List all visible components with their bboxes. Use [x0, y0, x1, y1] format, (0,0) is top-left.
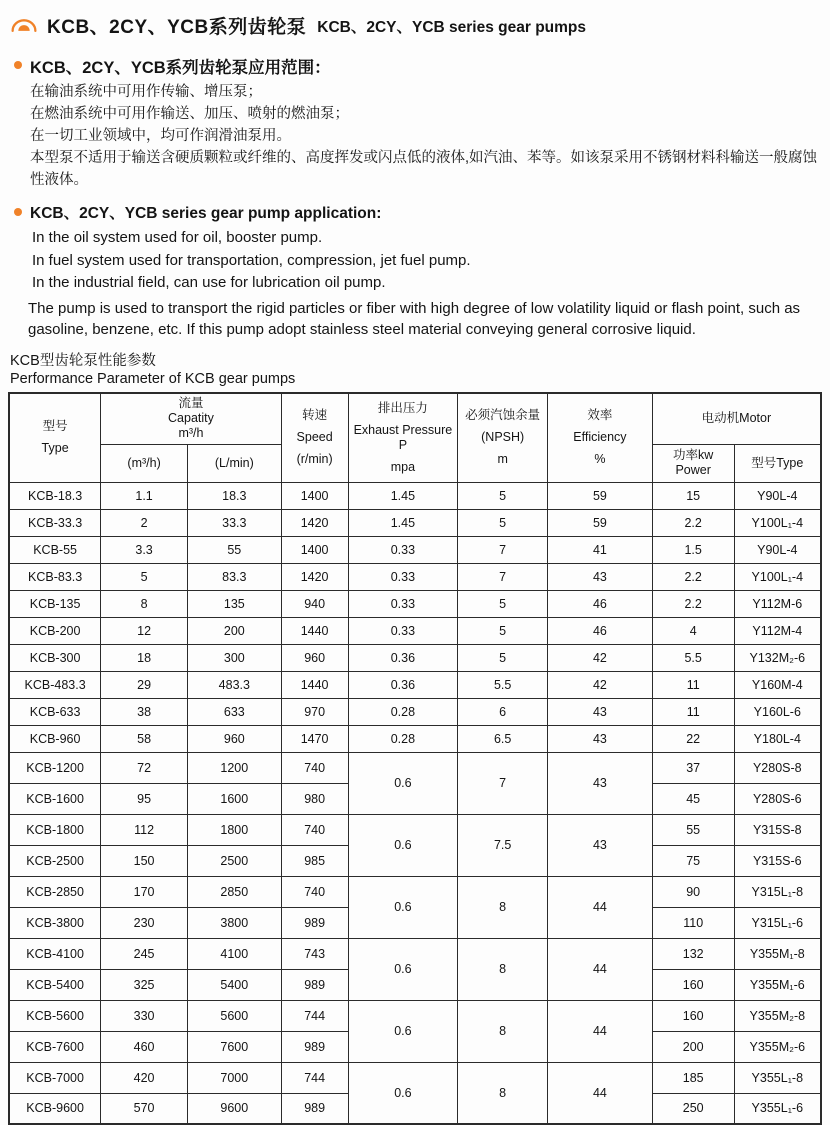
table-cell: Y90L-4 [734, 482, 821, 509]
table-cell: 200 [187, 617, 281, 644]
table-cell: 3800 [187, 907, 281, 938]
table-cell: 110 [652, 907, 734, 938]
table-cell: 744 [281, 1062, 348, 1093]
application-paragraph-en: The pump is used to transport the rigid particles or fiber with high degree of low volatility liquid or flash point, such as gasoline, benzene, etc. If this pump adopt stainless steel material conveying general corrosive liquid. [28, 298, 818, 340]
table-cell: 5 [458, 590, 548, 617]
table-row [9, 1062, 821, 1093]
application-lines-en [32, 227, 822, 295]
table-row [9, 725, 821, 752]
col-header-m3h [101, 444, 188, 482]
table-cell: 46 [548, 617, 653, 644]
table-cell: 59 [548, 509, 653, 536]
table-cell: 460 [101, 1031, 188, 1062]
table-cell: KCB-135 [9, 590, 101, 617]
col-header-efficiency-en: Efficiency [550, 430, 650, 445]
table-cell: 7 [458, 536, 548, 563]
table-cell: 0.28 [348, 725, 458, 752]
table-cell: 980 [281, 783, 348, 814]
table-row [9, 617, 821, 644]
table-cell: 5400 [187, 969, 281, 1000]
table-cell: 1470 [281, 725, 348, 752]
col-header-speed [281, 393, 348, 483]
table-cell: 4100 [187, 938, 281, 969]
table-cell: 2.2 [652, 509, 734, 536]
table-row [9, 644, 821, 671]
table-row [9, 1000, 821, 1031]
table-cell: 0.6 [348, 1000, 458, 1062]
table-cell: 633 [187, 698, 281, 725]
col-header-pressure-cn: 排出压力 [351, 401, 456, 416]
bullet-icon [14, 208, 22, 216]
table-cell: 230 [101, 907, 188, 938]
table-row [9, 509, 821, 536]
col-header-pressure-unit: mpa [351, 460, 456, 475]
table-cell: KCB-7000 [9, 1062, 101, 1093]
table-cell: Y112M-6 [734, 590, 821, 617]
table-row [9, 590, 821, 617]
table-cell: 41 [548, 536, 653, 563]
table-cell: 250 [652, 1093, 734, 1124]
col-header-npsh-en: (NPSH) [460, 430, 545, 445]
table-cell: 2850 [187, 876, 281, 907]
table-cell: Y90L-4 [734, 536, 821, 563]
table-cell: KCB-7600 [9, 1031, 101, 1062]
table-cell: 970 [281, 698, 348, 725]
table-cell: 55 [652, 814, 734, 845]
table-cell: Y315L₁-8 [734, 876, 821, 907]
table-cell: 245 [101, 938, 188, 969]
table-cell: 7.5 [458, 814, 548, 876]
table-cell: 1.1 [101, 482, 188, 509]
table-cell: 740 [281, 814, 348, 845]
table-cell: Y315S-6 [734, 845, 821, 876]
application-line-cn: 在燃油系统中可用作输送、加压、喷射的燃油泵； [30, 103, 822, 125]
table-cell: 6 [458, 698, 548, 725]
col-header-motor-type [734, 444, 821, 482]
table-cell: 55 [187, 536, 281, 563]
table-cell: 570 [101, 1093, 188, 1124]
table-cell: 11 [652, 671, 734, 698]
page-title-cn: KCB、2CY、YCB系列齿轮泵 [47, 12, 306, 39]
col-header-m3h-text: (m³/h) [103, 456, 185, 471]
table-row [9, 752, 821, 783]
table-cell: 75 [652, 845, 734, 876]
table-cell: Y180L-4 [734, 725, 821, 752]
table-cell: 29 [101, 671, 188, 698]
col-header-npsh [458, 393, 548, 483]
table-cell: 0.33 [348, 536, 458, 563]
table-cell: 740 [281, 752, 348, 783]
table-cell: 58 [101, 725, 188, 752]
table-cell: 2.2 [652, 590, 734, 617]
application-heading-en [14, 201, 822, 223]
table-cell: 0.33 [348, 590, 458, 617]
table-cell: Y100L₁-4 [734, 509, 821, 536]
table-cell: 1440 [281, 671, 348, 698]
table-cell: Y355M₁-8 [734, 938, 821, 969]
col-header-motor-type-text: 型号Type [737, 456, 818, 471]
table-cell: 989 [281, 1093, 348, 1124]
table-cell: KCB-1800 [9, 814, 101, 845]
table-cell: 1200 [187, 752, 281, 783]
table-cell: 3.3 [101, 536, 188, 563]
table-cell: 43 [548, 698, 653, 725]
table-cell: KCB-18.3 [9, 482, 101, 509]
table-row [9, 814, 821, 845]
table-cell: 15 [652, 482, 734, 509]
col-header-speed-unit: (r/min) [284, 452, 346, 467]
table-cell: KCB-33.3 [9, 509, 101, 536]
table-cell: 132 [652, 938, 734, 969]
table-cell: 22 [652, 725, 734, 752]
table-cell: 160 [652, 969, 734, 1000]
table-cell: 1420 [281, 563, 348, 590]
table-row [9, 671, 821, 698]
table-cell: 18.3 [187, 482, 281, 509]
table-cell: 0.6 [348, 752, 458, 814]
application-line-en: In fuel system used for transportation, compression, jet fuel pump. [32, 250, 822, 273]
table-cell: 44 [548, 1000, 653, 1062]
table-cell: 43 [548, 563, 653, 590]
table-cell: 33.3 [187, 509, 281, 536]
table-cell: 2 [101, 509, 188, 536]
table-cell: 5 [458, 509, 548, 536]
col-header-capacity [101, 393, 281, 445]
col-header-npsh-cn: 必须汽蚀余量 [460, 408, 545, 423]
table-cell: Y315L₁-6 [734, 907, 821, 938]
table-cell: 9600 [187, 1093, 281, 1124]
table-cell: 95 [101, 783, 188, 814]
col-header-capacity-en: Capatity [103, 411, 278, 426]
table-cell: 744 [281, 1000, 348, 1031]
table-cell: KCB-3800 [9, 907, 101, 938]
table-cell: KCB-55 [9, 536, 101, 563]
table-cell: KCB-83.3 [9, 563, 101, 590]
table-cell: 6.5 [458, 725, 548, 752]
table-row [9, 938, 821, 969]
table-cell: 8 [458, 938, 548, 1000]
table-cell: 5 [458, 617, 548, 644]
table-cell: 743 [281, 938, 348, 969]
table-cell: 42 [548, 644, 653, 671]
table-cell: 940 [281, 590, 348, 617]
table-cell: 5 [458, 482, 548, 509]
col-header-npsh-unit: m [460, 452, 545, 467]
table-cell: 7000 [187, 1062, 281, 1093]
col-header-motor-text: 电动机Motor [655, 411, 818, 426]
table-cell: 1.5 [652, 536, 734, 563]
table-cell: 960 [187, 725, 281, 752]
page-header [10, 12, 822, 39]
table-cell: Y280S-6 [734, 783, 821, 814]
col-header-type-en: Type [12, 441, 98, 456]
table-cell: 0.33 [348, 617, 458, 644]
table-row [9, 482, 821, 509]
table-title-cn: KCB型齿轮泵性能参数 [10, 352, 822, 370]
col-header-type [9, 393, 101, 483]
table-cell: KCB-1200 [9, 752, 101, 783]
table-cell: 1440 [281, 617, 348, 644]
table-cell: 135 [187, 590, 281, 617]
table-cell: 59 [548, 482, 653, 509]
table-cell: 989 [281, 969, 348, 1000]
table-cell: 90 [652, 876, 734, 907]
col-header-speed-en: Speed [284, 430, 346, 445]
table-row [9, 876, 821, 907]
table-cell: 43 [548, 725, 653, 752]
col-header-power [652, 444, 734, 482]
table-cell: 12 [101, 617, 188, 644]
table-cell: 7 [458, 752, 548, 814]
table-cell: 0.36 [348, 671, 458, 698]
table-cell: Y160L-6 [734, 698, 821, 725]
table-cell: 5.5 [458, 671, 548, 698]
table-cell: 2500 [187, 845, 281, 876]
table-cell: 0.36 [348, 644, 458, 671]
table-cell: 989 [281, 907, 348, 938]
table-cell: 740 [281, 876, 348, 907]
table-cell: KCB-483.3 [9, 671, 101, 698]
table-cell: Y355M₁-6 [734, 969, 821, 1000]
table-cell: 5600 [187, 1000, 281, 1031]
table-cell: 8 [458, 1000, 548, 1062]
table-cell: 38 [101, 698, 188, 725]
table-cell: KCB-5400 [9, 969, 101, 1000]
table-cell: 330 [101, 1000, 188, 1031]
table-cell: 0.6 [348, 938, 458, 1000]
application-heading-cn [14, 54, 822, 78]
table-cell: Y355L₁-8 [734, 1062, 821, 1093]
table-cell: 72 [101, 752, 188, 783]
col-header-type-cn: 型号 [12, 419, 98, 434]
table-cell: Y112M-4 [734, 617, 821, 644]
table-cell: 1400 [281, 482, 348, 509]
table-cell: 46 [548, 590, 653, 617]
table-row [9, 698, 821, 725]
table-cell: Y315S-8 [734, 814, 821, 845]
table-cell: Y100L₁-4 [734, 563, 821, 590]
application-line-en: In the industrial field, can use for lubrication oil pump. [32, 272, 822, 295]
bullet-icon [14, 61, 22, 69]
table-cell: 1400 [281, 536, 348, 563]
table-cell: 1600 [187, 783, 281, 814]
table-cell: 5 [458, 644, 548, 671]
table-cell: 1.45 [348, 482, 458, 509]
table-cell: 160 [652, 1000, 734, 1031]
table-cell: KCB-9600 [9, 1093, 101, 1124]
table-cell: 0.6 [348, 814, 458, 876]
table-cell: 45 [652, 783, 734, 814]
application-line-cn: 本型泵不适用于输送含硬质颗粒或纤维的、高度挥发或闪点低的液体,如汽油、苯等。如该泵采用不锈钢材料科输送一般腐蚀性液体。 [30, 147, 822, 191]
col-header-capacity-cn: 流量 [103, 396, 278, 411]
performance-table-body [9, 482, 821, 1124]
table-cell: 7 [458, 563, 548, 590]
table-cell: KCB-2850 [9, 876, 101, 907]
col-header-efficiency-cn: 效率 [550, 408, 650, 423]
table-cell: Y355M₂-8 [734, 1000, 821, 1031]
table-cell: 420 [101, 1062, 188, 1093]
table-cell: 4 [652, 617, 734, 644]
table-header [9, 393, 821, 483]
table-cell: KCB-633 [9, 698, 101, 725]
table-cell: 11 [652, 698, 734, 725]
table-cell: Y160M-4 [734, 671, 821, 698]
table-cell: 42 [548, 671, 653, 698]
table-cell: 0.6 [348, 876, 458, 938]
table-cell: 18 [101, 644, 188, 671]
application-line-cn: 在输油系统中可用作传输、增压泵； [30, 81, 822, 103]
table-section-titles [10, 352, 822, 388]
table-cell: KCB-960 [9, 725, 101, 752]
col-header-power-cn: 功率kw [655, 448, 732, 463]
table-cell: 300 [187, 644, 281, 671]
col-header-efficiency [548, 393, 653, 483]
table-cell: Y280S-8 [734, 752, 821, 783]
table-cell: 0.28 [348, 698, 458, 725]
table-cell: 2.2 [652, 563, 734, 590]
table-cell: 43 [548, 752, 653, 814]
table-cell: 1.45 [348, 509, 458, 536]
table-row [9, 536, 821, 563]
application-lines-cn [30, 81, 822, 191]
table-cell: 170 [101, 876, 188, 907]
table-cell: 37 [652, 752, 734, 783]
table-cell: KCB-300 [9, 644, 101, 671]
table-row [9, 563, 821, 590]
table-cell: 8 [458, 876, 548, 938]
table-cell: KCB-1600 [9, 783, 101, 814]
table-cell: 112 [101, 814, 188, 845]
col-header-efficiency-unit: % [550, 452, 650, 467]
col-header-lmin [187, 444, 281, 482]
table-cell: 83.3 [187, 563, 281, 590]
table-cell: 43 [548, 814, 653, 876]
col-header-speed-cn: 转速 [284, 408, 346, 423]
application-heading-cn-text: KCB、2CY、YCB系列齿轮泵应用范围： [30, 54, 331, 78]
table-cell: KCB-200 [9, 617, 101, 644]
col-header-capacity-unit: m³/h [103, 426, 278, 441]
col-header-power-en: Power [655, 463, 732, 478]
table-cell: 985 [281, 845, 348, 876]
table-cell: Y132M₂-6 [734, 644, 821, 671]
table-cell: 1800 [187, 814, 281, 845]
table-cell: 44 [548, 876, 653, 938]
table-cell: 1420 [281, 509, 348, 536]
application-line-cn: 在一切工业领域中，均可作润滑油泵用。 [30, 125, 822, 147]
table-cell: KCB-5600 [9, 1000, 101, 1031]
table-cell: 0.33 [348, 563, 458, 590]
table-cell: 44 [548, 1062, 653, 1124]
table-cell: Y355L₁-6 [734, 1093, 821, 1124]
table-cell: 185 [652, 1062, 734, 1093]
performance-table [8, 392, 822, 1125]
table-cell: 200 [652, 1031, 734, 1062]
table-cell: 7600 [187, 1031, 281, 1062]
application-line-en: In the oil system used for oil, booster pump. [32, 227, 822, 250]
table-cell: KCB-4100 [9, 938, 101, 969]
table-cell: 483.3 [187, 671, 281, 698]
table-cell: 989 [281, 1031, 348, 1062]
arc-logo-icon [10, 18, 38, 34]
table-cell: 150 [101, 845, 188, 876]
col-header-pressure [348, 393, 458, 483]
table-cell: 0.6 [348, 1062, 458, 1124]
table-title-en: Performance Parameter of KCB gear pumps [10, 370, 822, 388]
table-cell: 8 [458, 1062, 548, 1124]
page-title-en: KCB、2CY、YCB series gear pumps [317, 15, 586, 37]
table-cell: 960 [281, 644, 348, 671]
table-cell: 5 [101, 563, 188, 590]
table-cell: 8 [101, 590, 188, 617]
col-header-lmin-text: (L/min) [190, 456, 279, 471]
table-cell: 44 [548, 938, 653, 1000]
table-cell: KCB-2500 [9, 845, 101, 876]
table-cell: 5.5 [652, 644, 734, 671]
col-header-pressure-en: Exhaust Pressure P [351, 423, 456, 453]
application-heading-en-text: KCB、2CY、YCB series gear pump application: [30, 201, 381, 223]
table-cell: 325 [101, 969, 188, 1000]
col-header-motor [652, 393, 821, 445]
table-cell: Y355M₂-6 [734, 1031, 821, 1062]
